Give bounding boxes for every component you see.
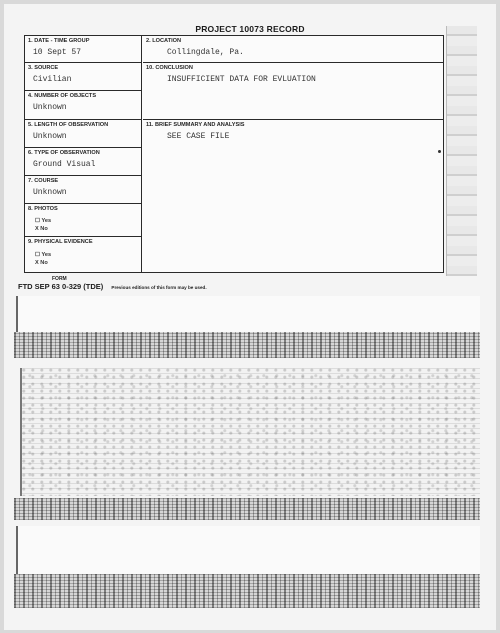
underlying-page-edge xyxy=(446,26,477,276)
left-column xyxy=(25,36,142,272)
field-length-of-observation: 5. LENGTH OF OBSERVATION Unknown xyxy=(25,120,141,148)
field-conclusion: 10. CONCLUSION INSUFFICIENT DATA FOR EVLUATION xyxy=(143,63,443,120)
record-title: PROJECT 10073 RECORD xyxy=(195,24,305,34)
physical-evidence-yes-checkbox: ☐ Yes xyxy=(35,252,52,258)
field-number-of-objects: 4. NUMBER OF OBJECTS Unknown xyxy=(25,91,141,120)
date-time-group-value: 10 Sept 57 xyxy=(33,48,82,57)
length-of-observation-value: Unknown xyxy=(33,132,67,141)
number-of-objects-value: Unknown xyxy=(33,103,67,112)
physical-evidence-no-checkbox: X No xyxy=(35,260,48,266)
field-type-of-observation: 6. TYPE OF OBSERVATION Ground Visual xyxy=(25,148,141,176)
right-column xyxy=(143,36,443,272)
footer xyxy=(18,282,207,291)
type-of-observation-value: Ground Visual xyxy=(33,160,96,169)
blank-strip-2 xyxy=(16,526,480,576)
scan-noise-band-1 xyxy=(14,332,480,358)
footer-note: Previous editions of this form may be used. xyxy=(111,285,207,290)
location-value: Collingdale, Pa. xyxy=(167,48,244,57)
photos-no-checkbox: X No xyxy=(35,226,48,232)
field-brief-summary: 11. BRIEF SUMMARY AND ANALYSIS SEE CASE FILE xyxy=(146,122,245,141)
conclusion-value: INSUFFICIENT DATA FOR EVLUATION xyxy=(167,75,316,84)
record-form xyxy=(24,35,444,273)
footer-form-word: FORM xyxy=(52,276,67,282)
field-date-time-group: 1. DATE - TIME GROUP 10 Sept 57 xyxy=(25,36,141,63)
stray-mark xyxy=(438,150,441,153)
brief-summary-value: SEE CASE FILE xyxy=(167,132,230,141)
scan-speckle-area xyxy=(20,368,480,496)
form-id: FTD SEP 63 0-329 (TDE) xyxy=(18,282,104,291)
photos-yes-checkbox: ☐ Yes xyxy=(35,218,52,224)
field-location: 2. LOCATION Collingdale, Pa. xyxy=(143,36,443,63)
scan-noise-band-2 xyxy=(14,498,480,520)
scan-noise-band-3 xyxy=(14,574,480,608)
field-photos: 8. PHOTOS ☐ Yes X No xyxy=(25,204,141,237)
course-value: Unknown xyxy=(33,188,67,197)
field-physical-evidence: 9. PHYSICAL EVIDENCE ☐ Yes X No xyxy=(28,239,93,266)
field-source: 3. SOURCE Civilian xyxy=(25,63,141,91)
source-value: Civilian xyxy=(33,75,72,84)
field-course: 7. COURSE Unknown xyxy=(25,176,141,204)
